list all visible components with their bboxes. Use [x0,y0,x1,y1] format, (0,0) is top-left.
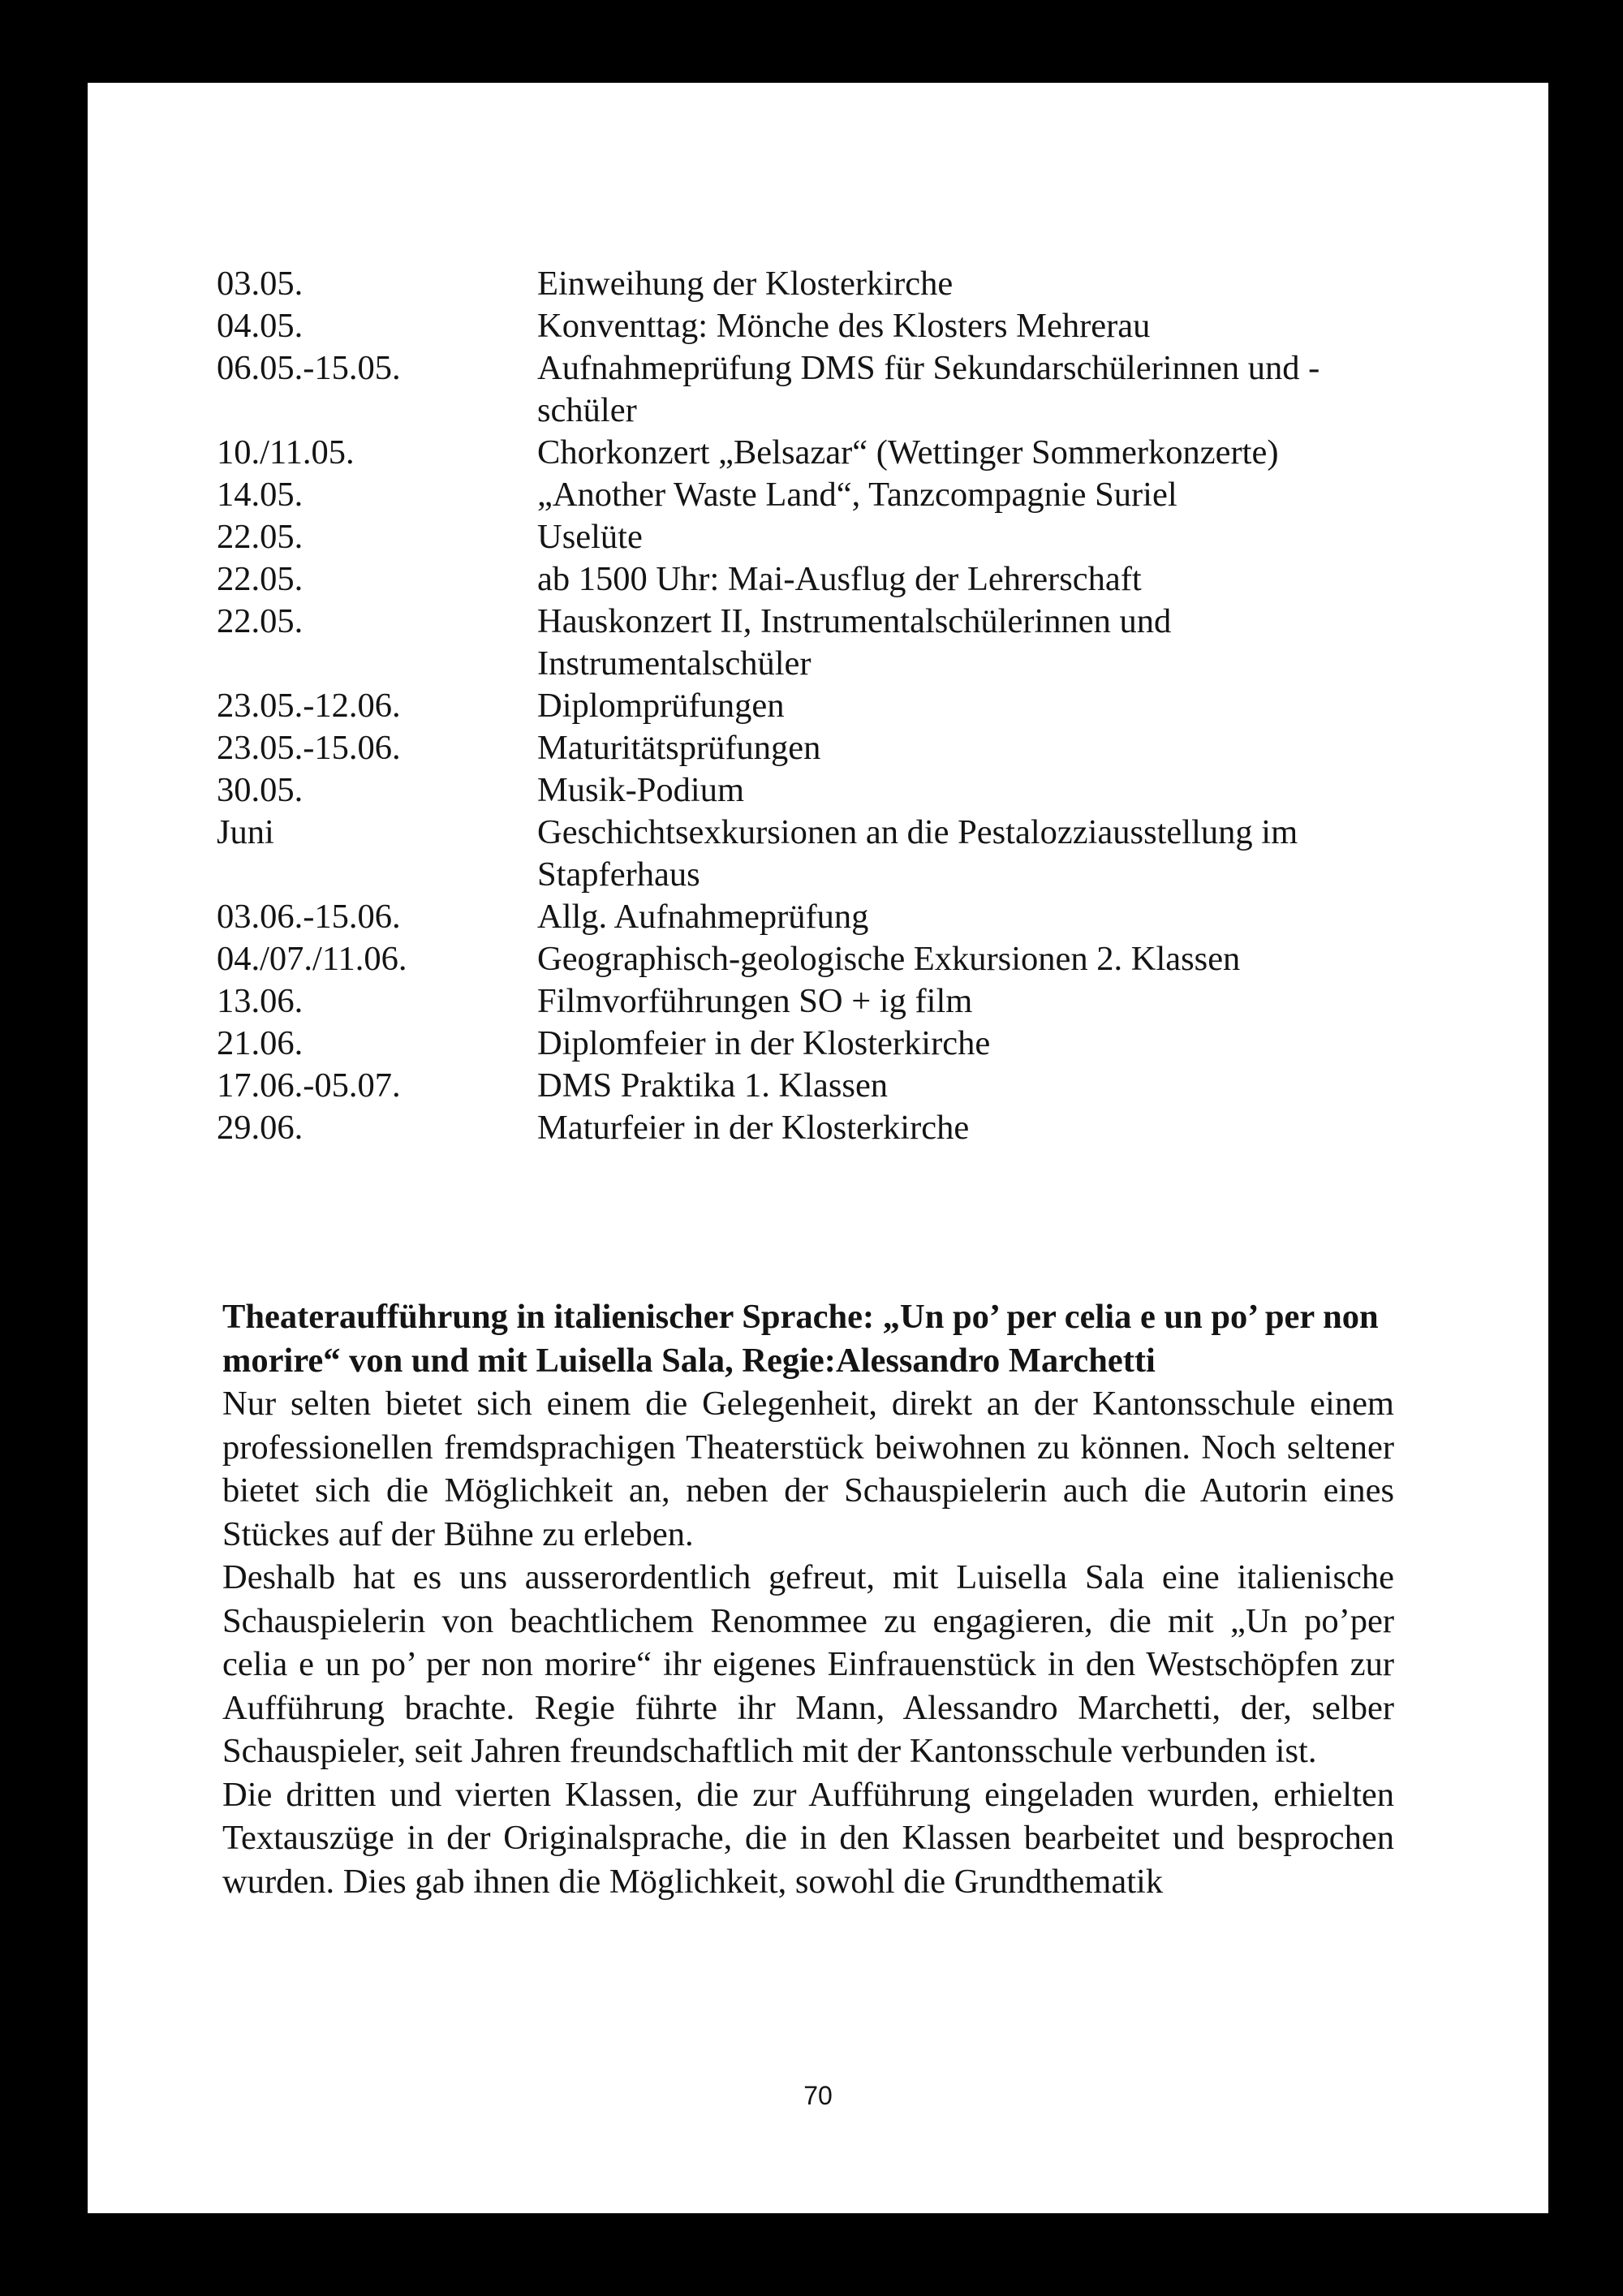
article-heading: Theateraufführung in italienischer Sprache: „Un po’ per celia e un po’ per non morire“ von und mit Luisella Sala, Regie:Alessandro Marchetti [222,1298,1379,1380]
schedule-event: Einweihung der Klosterkirche [537,265,954,303]
schedule-date: 22.05. [217,602,304,640]
schedule-event: Diplomprüfungen [537,687,785,725]
schedule-row [217,305,1401,347]
schedule-date: 30.05. [217,771,304,809]
schedule-row [217,685,1401,727]
schedule-event: Maturfeier in der Klosterkirche [537,1109,970,1147]
article [222,1295,1394,1903]
schedule-row [217,1023,1401,1065]
schedule-event: Geographisch-geologische Exkursionen 2. Klassen [537,940,1241,978]
schedule-row [217,516,1401,558]
schedule-date: Juni [217,813,274,851]
schedule-event: Chorkonzert „Belsazar“ (Wettinger Sommerkonzerte) [537,433,1279,472]
schedule-row [217,1107,1401,1149]
schedule-event: Geschichtsexkursionen an die Pestalozziausstellung im Stapferhaus [537,813,1298,894]
schedule-row [217,558,1401,601]
schedule-date: 14.05. [217,476,304,514]
schedule-row [217,769,1401,812]
schedule-date: 23.05.-12.06. [217,687,401,725]
article-paragraph: Die dritten und vierten Klassen, die zur Aufführung eingeladen wurden, erhielten Textauszüge in der Originalsprache, die in den Klassen bearbeitet und besprochen wurden. Dies gab ihnen die Möglichkeit, sowohl die Grundthematik [222,1775,1394,1901]
schedule-row [217,263,1401,305]
event-schedule [217,263,1401,1149]
schedule-date: 06.05.-15.05. [217,349,401,387]
schedule-date: 04.05. [217,307,304,345]
schedule-event: Musik-Podium [537,771,745,809]
schedule-row [217,938,1401,980]
document-page [88,83,1548,2213]
schedule-event: Aufnahmeprüfung DMS für Sekundarschülerinnen und -schüler [537,349,1320,429]
schedule-date: 10./11.05. [217,433,355,472]
schedule-date: 13.06. [217,982,304,1020]
schedule-row [217,812,1401,896]
schedule-date: 04./07./11.06. [217,940,407,978]
schedule-date: 23.05.-15.06. [217,729,401,767]
schedule-event: Allg. Aufnahmeprüfung [537,898,869,936]
schedule-event: Hauskonzert II, Instrumentalschülerinnen und Instrumentalschüler [537,602,1172,683]
schedule-row [217,727,1401,769]
schedule-date: 03.05. [217,265,304,303]
schedule-event: Filmvorführungen SO + ig film [537,982,973,1020]
schedule-event: ab 1500 Uhr: Mai-Ausflug der Lehrerschaft [537,560,1142,598]
schedule-row [217,347,1401,432]
schedule-event: Maturitätsprüfungen [537,729,821,767]
article-paragraph: Deshalb hat es uns ausserordentlich gefreut, mit Luisella Sala eine italienische Schauspielerin von beachtlichem Renommee zu engagieren, die mit „Un po’per celia e un po’ per non morire“ ihr eigenes Einfrauenstück in den Westschöpfen zur Aufführung brachte. Regie führte ihr Mann, Alessandro Marchetti, der, selber Schauspieler, seit Jahren freundschaftlich mit der Kantonsschule verbunden ist. [222,1558,1394,1770]
schedule-row [217,896,1401,938]
schedule-date: 03.06.-15.06. [217,898,401,936]
schedule-row [217,980,1401,1023]
article-paragraph: Nur selten bietet sich einem die Gelegenheit, direkt an der Kantonsschule einem professionellen fremdsprachigen Theaterstück beiwohnen zu können. Noch seltener bietet sich die Möglichkeit an, neben der Schauspielerin auch die Autorin eines Stückes auf der Bühne zu erleben. [222,1385,1394,1553]
page-number: 70 [803,2081,833,2110]
schedule-date: 29.06. [217,1109,304,1147]
schedule-date: 22.05. [217,518,304,556]
schedule-event: „Another Waste Land“, Tanzcompagnie Suriel [537,476,1177,514]
schedule-row [217,432,1401,474]
schedule-row [217,474,1401,516]
schedule-date: 17.06.-05.07. [217,1066,401,1105]
schedule-event: Konventtag: Mönche des Klosters Mehrerau [537,307,1151,345]
schedule-date: 21.06. [217,1024,304,1062]
schedule-date: 22.05. [217,560,304,598]
schedule-event: DMS Praktika 1. Klassen [537,1066,889,1105]
schedule-event: Uselüte [537,518,643,556]
schedule-row [217,601,1401,685]
schedule-row [217,1065,1401,1107]
schedule-event: Diplomfeier in der Klosterkirche [537,1024,991,1062]
